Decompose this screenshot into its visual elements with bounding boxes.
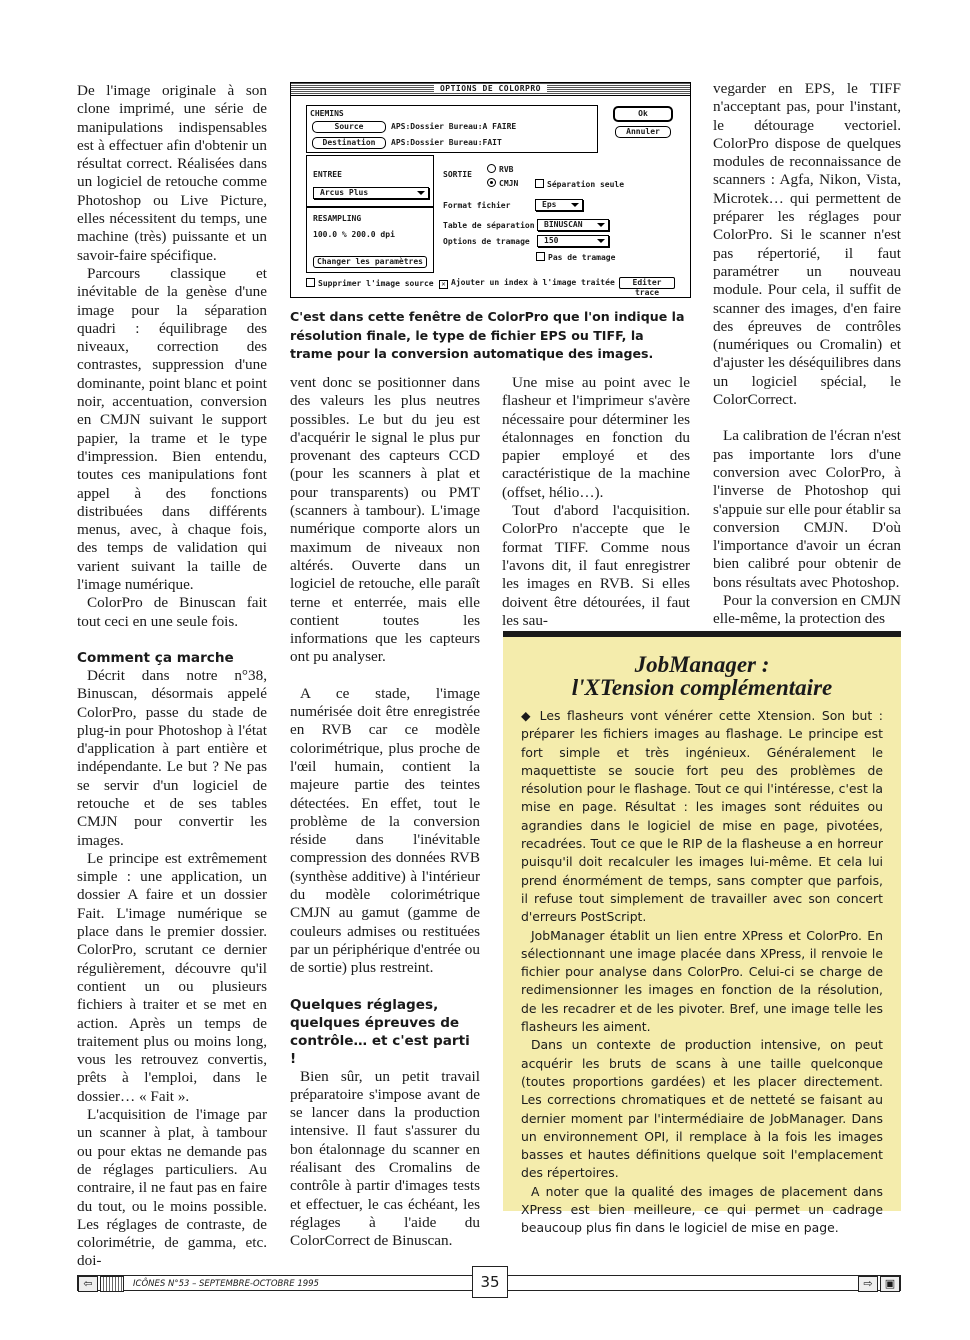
paragraph: L'acquisition de l'image par un scanner à plat, à tambour ou pour ektas ne demande pas de réglages particuliers. Au contraire, il ne faut pas en faire du tout, ou le moins possible. Les réglages de contraste, de colorimétrie, de gamma, etc. doi- <box>77 1106 267 1270</box>
paragraph: La calibration de l'écran n'est pas importante lors d'une conversion avec ColorPro, à l'inverse de Photoshop qui s'appuie sur elle pour établir sa conversion CMJN. D'où l'importance d'avoir un écran bien calibré pour obtenir de bons résultats avec Photoshop. <box>713 427 901 591</box>
table-value: BINUSCAN <box>544 220 583 229</box>
source-path: APS:Dossier Bureau:A FAIRE <box>391 122 517 131</box>
resampling-label: RESAMPLING <box>313 214 362 223</box>
colorpro-options-dialog <box>290 82 691 298</box>
radio-on-icon <box>487 178 496 187</box>
section-heading: Comment ça marche <box>77 649 234 666</box>
dialog-titlebar <box>291 83 690 96</box>
paragraph: vegarder en EPS, le TIFF n'acceptant pas, pour l'instant, le détourage vectoriel. ColorPro dispose de quelques modules de reconnaissance de scanners : Agfa, Nikon, Vista, Microtek… qui permettent de préparer les réglages pour ColorPro. Si le scanner n'est pas répertorié, il faut paramétrer un nouveau module. Pour cela, il suffit de scanner des images, d'en faire des épreuves de contrôles (numériques ou Cromalin) et d'ajuster les déséquilibres dans un logiciel spécial, le ColorCorrect. <box>713 80 901 409</box>
paragraph: Tout d'abord l'acquisition. ColorPro n'accepte que le format TIFF. Comme nous l'avons dit, il faut enregistrer les images en RVB. Si elles doivent être détourées, il faut les sau- <box>502 502 690 629</box>
destination-button[interactable]: Destination <box>312 137 386 149</box>
chevron-down-icon <box>571 203 579 207</box>
dialog-title: OPTIONS DE COLORPRO <box>434 84 547 93</box>
tramage-value: 150 <box>544 236 559 245</box>
rvb-label: RVB <box>499 165 514 174</box>
page-number: 35 <box>472 1266 508 1298</box>
paragraph: Une mise au point avec le flasheur et l'imprimeur s'avère nécessaire pour déterminer les étalonnages en fonction du papier employé et des caractéristique de la machine (offset, hélio…). <box>502 374 690 501</box>
entree-group <box>306 155 434 207</box>
checkbox-checked-icon: ✕ <box>439 280 448 289</box>
format-value: Eps <box>542 200 557 209</box>
figure-caption: C'est dans cette fenêtre de ColorPro que l'on indique la résolution finale, le type de fichier EPS ou TIFF, la trame pour la conversion automatique des images. <box>290 309 685 361</box>
rvb-radio[interactable] <box>487 164 513 174</box>
paragraph: Pour la conversion en CMJN elle-même, la protection des <box>713 592 901 628</box>
table-separation-select[interactable] <box>537 219 609 231</box>
changer-parametres-button[interactable]: Changer les paramètres <box>313 256 427 268</box>
separation-checkbox[interactable] <box>535 179 624 189</box>
supprimer-label: Supprimer l'image source <box>318 279 434 288</box>
tramage-label: Options de tramage <box>443 237 530 246</box>
checkbox-icon <box>306 278 315 287</box>
paragraph: A ce stade, l'image numérisée doit être enregistrée en RVB car ce modèle colorimétrique, plus proche de l'œil humain, contient la majeure partie des teintes détectées. En effet, tout le problème de la conversion réside dans l'inévitable compression des données RVB (synthèse additive) à l'intérieur du modèle colorimétrique CMJN au gamut (gamme de couleurs admises ou restituées par un périphérique d'entrée ou de sortie) plus restreint. <box>290 684 480 977</box>
supprimer-checkbox[interactable] <box>306 278 434 288</box>
separation-label: Séparation seule <box>547 180 625 189</box>
ajouter-index-checkbox[interactable] <box>439 278 615 289</box>
footer-issue-text: ICÔNES N°53 – SEPTEMBRE-OCTOBRE 1995 <box>133 1279 319 1289</box>
paragraph: De l'image originale à son clone imprimé, une série de manipulations indispensables est à effectuer afin d'obtenir un résultat correct. Réalisées dans un logiciel de retouche comme Photoshop ou Live Picture, elles nécessitent du temps, une machine (très) puissante et un savoir-faire spécifique. <box>77 82 267 264</box>
arrow-right-icon: ⇨ <box>858 1276 878 1292</box>
sidebar-title-line-2: l'XTension complémentaire <box>571 675 833 700</box>
checkbox-icon <box>535 179 544 188</box>
ajouter-label: Ajouter un index à l'image traitée <box>451 278 615 287</box>
entree-value: Arcus Plus <box>320 188 369 197</box>
chevron-down-icon <box>597 223 605 227</box>
article-column-3 <box>502 374 690 630</box>
pas-tramage-label: Pas de tramage <box>548 253 616 262</box>
paragraph: vent donc se positionner dans des valeurs les plus neutres possibles. Le but du jeu est d'acquérir le signal le plus pur provenant des capteurs CCD (pour les scanners à plat et pour transparents) ou PMT (scanners à tambour). L'image numérique comporte alors un maximum de niveaux non altérés. Ouverte dans un logiciel de retouche, elle paraît terne et enterrée, mais elle contient toutes les informations que les capteurs ont pu analyser. <box>290 374 480 666</box>
tramage-select[interactable] <box>537 235 609 247</box>
chemins-label: CHEMINS <box>310 109 344 118</box>
checkbox-icon <box>536 252 545 261</box>
article-column-4 <box>713 80 901 629</box>
destination-path: APS:Dossier Bureau:FAIT <box>391 138 502 147</box>
paragraph: Le principe est extrêmement simple : une application, un dossier A faire et un dossier Fait. L'image numérique se place dans le premier dossier. ColorPro, scrutant ce dernier régulièrement, découvre qu'il contient un ou plusieurs fichiers à traiter et se met en action. Après un temps de traitement plus ou moins long, vous les retrouvez convertis, prêts à l'emploi, dans le dossier… « Fait ». <box>77 849 267 1105</box>
editer-trace-button[interactable]: Editer trace <box>619 277 675 289</box>
section-heading: Quelques réglages, quelques épreuves de contrôle… et c'est parti ! <box>290 996 470 1067</box>
sidebar-title-line-1: JobManager : <box>634 652 770 677</box>
paragraph: Décrit dans notre n°38, Binuscan, désormais appelé ColorPro, passe du stade de plug-in pour Photoshop à l'état d'application à part entière et indépendante. Le but ? Ne pas se servir d'un logiciel de retouche et de ses tables CMJN pour convertir les images. <box>77 666 267 849</box>
chevron-down-icon <box>417 191 425 195</box>
cmjn-radio[interactable] <box>487 178 518 188</box>
entree-label: ENTREE <box>313 170 342 179</box>
jobmanager-sidebar <box>503 631 901 1236</box>
ruler-icon <box>100 1276 124 1292</box>
format-label: Format fichier <box>443 201 511 210</box>
sidebar-top-rule <box>503 631 901 637</box>
resampling-value: 100.0 % 200.0 dpi <box>313 230 395 239</box>
annuler-button[interactable]: Annuler <box>615 126 671 138</box>
entree-select[interactable] <box>313 187 429 199</box>
paragraph: Bien sûr, un petit travail préparatoire s'impose avant de se lancer dans la production intensive. Il faut s'assurer du bon étalonnage du scanner en réalisant des Cromalins de contrôle à partir d'images tests et effectuer, le cas échéant, les réglages à l'aide du ColorCorrect de Binuscan. <box>290 1067 480 1250</box>
cmjn-label: CMJN <box>499 179 519 188</box>
paragraph: JobManager établit un lien entre XPress et ColorPro. En sélectionnant une image placée dans XPress, il renvoie le fichier pour analyse dans ColorPro. Celui-ci se charge de redimensionner les images en fonction de la résolution, de les recadrer et de les pivoter. Bref, une image telle les flasheurs les aiment. <box>521 927 883 1035</box>
article-column-1 <box>77 82 267 1271</box>
paragraph: ◆ Les flasheurs vont vénérer cette Xtension. Son but : préparer les fichiers images au flashage. Le principe est fort simple et très ingénieux. Généralement le maquettiste se soucie fort peu des problèmes de résolution pour le flashage. Tout ce qui l'intéresse, c'est la mise en page. Résultat : les images sont réduites ou agrandies dans le logiciel de mise en page, pivotées, recadrées. Tout ce que le RIP de la flasheuse a en horreur puisqu'il doit recalculer les images lui-même. Et cela lui prend énormément de temps, sans compter que parfois, il refuse tout simplement de travailler avec son concert d'erreurs PostScript. <box>521 708 883 925</box>
paragraph: A noter que la qualité des images de placement dans XPress est bien meilleure, ce qui permet un cadrage beaucoup plus fin dans le logiciel de mise en page. <box>521 1183 883 1236</box>
paragraph: Dans un contexte de production intensive, on peut acquérir les bruts de scans à une taille quelconque (toutes proportions gardées) et les placer directement. Les corrections chromatiques et de netteté se faisant au dernier moment par l'intermédiaire de JobManager. Dans un environnement OPI, il remplace à la fois les images basses et hautes définitions quelque soit l'emplacement des répertoires. <box>521 1037 883 1181</box>
paragraph: ColorPro de Binuscan fait tout ceci en une seule fois. <box>77 594 267 630</box>
format-select[interactable] <box>535 199 583 211</box>
pas-tramage-checkbox[interactable] <box>536 252 615 262</box>
sortie-label: SORTIE <box>443 170 472 179</box>
ok-button[interactable]: Ok <box>613 106 673 122</box>
window-icon: ▣ <box>880 1276 900 1292</box>
article-column-2 <box>290 374 480 1250</box>
sidebar-body <box>503 699 901 1238</box>
source-button[interactable]: Source <box>312 121 386 133</box>
table-separation-label: Table de séparation <box>443 221 535 230</box>
radio-off-icon <box>487 164 496 173</box>
chevron-down-icon <box>597 239 605 243</box>
paragraph: Parcours classique et inévitable de la genèse d'une image pour la séparation quadri : équilibrage des niveaux, correction des contrastes, suppression d'une dominante, point blanc et point noir, accentuation, conversion en CMJN suivant le support papier, la trame et le type d'impression. Bien entendu, toutes ces manipulations font appel à des fonctions distribuées dans différents menus, avec, à chaque fois, des temps de validation qui varient suivant la taille de l'image numérique. <box>77 264 267 594</box>
sidebar-title <box>503 653 901 699</box>
arrow-left-icon: ⇦ <box>78 1276 98 1292</box>
